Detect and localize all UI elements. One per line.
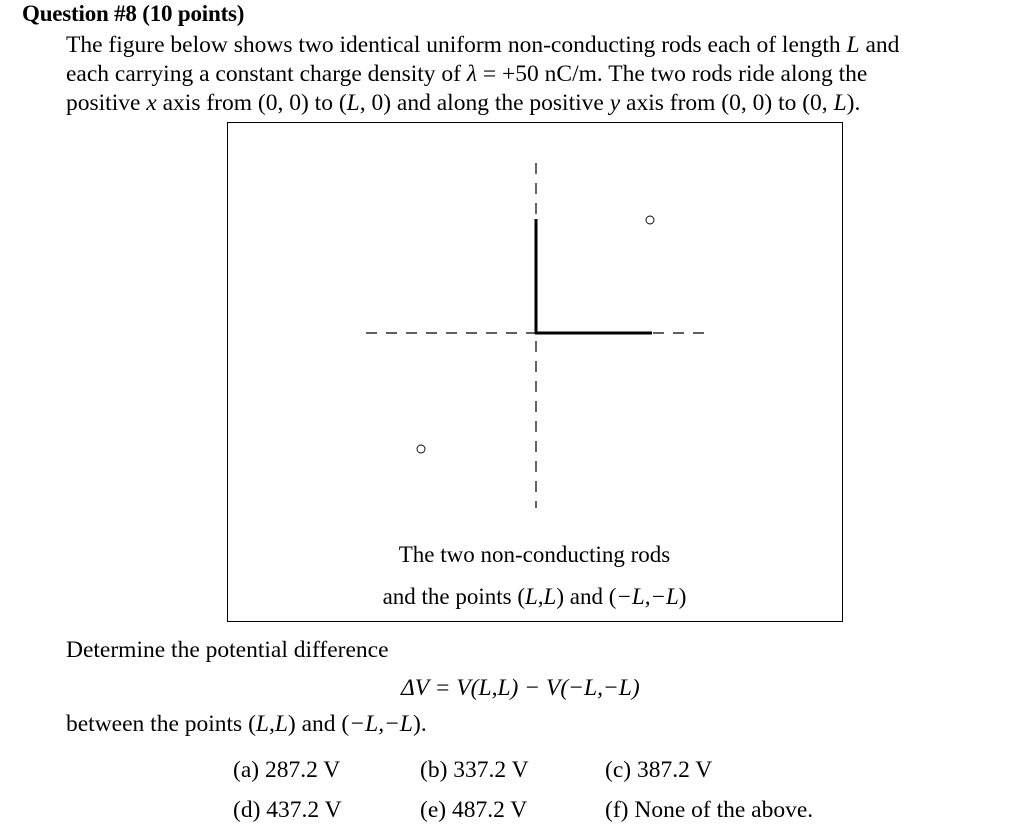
question-points: (10 points) <box>142 1 245 26</box>
choice-d: (d) 437.2 V <box>233 797 342 823</box>
determine-text: Determine the potential difference <box>66 637 389 663</box>
choice-f: (f) None of the above. <box>605 797 814 823</box>
point-L-L <box>646 216 654 224</box>
choice-b: (b) 337.2 V <box>420 757 529 783</box>
figure-caption-line-1: The two non-conducting rods <box>398 542 671 567</box>
problem-line-1: The figure below shows two identical uniform non-conducting rods each of length L and <box>66 32 900 58</box>
choice-a: (a) 287.2 V <box>233 757 341 783</box>
problem-statement <box>66 31 1006 118</box>
between-text: between the points (L,L) and (−L,−L). <box>66 711 427 737</box>
choice-e: (e) 487.2 V <box>420 797 528 823</box>
choice-c: (c) 387.2 V <box>605 757 713 783</box>
potential-equation: ΔV = V(L,L) − V(−L,−L) <box>401 675 640 701</box>
question-heading <box>22 1 244 27</box>
rod-figure <box>227 122 843 622</box>
figure-caption-line-2: and the points (L,L) and (−L,−L) <box>382 584 687 609</box>
point-negL-negL <box>417 445 425 453</box>
problem-line-3: positive x axis from (0, 0) to (L, 0) and along the positive y axis from (0, 0) to (0, L). <box>66 90 861 116</box>
question-number: Question #8 <box>22 1 137 26</box>
problem-line-2: each carrying a constant charge density of λ = +50 nC/m. The two rods ride along the <box>66 61 868 87</box>
